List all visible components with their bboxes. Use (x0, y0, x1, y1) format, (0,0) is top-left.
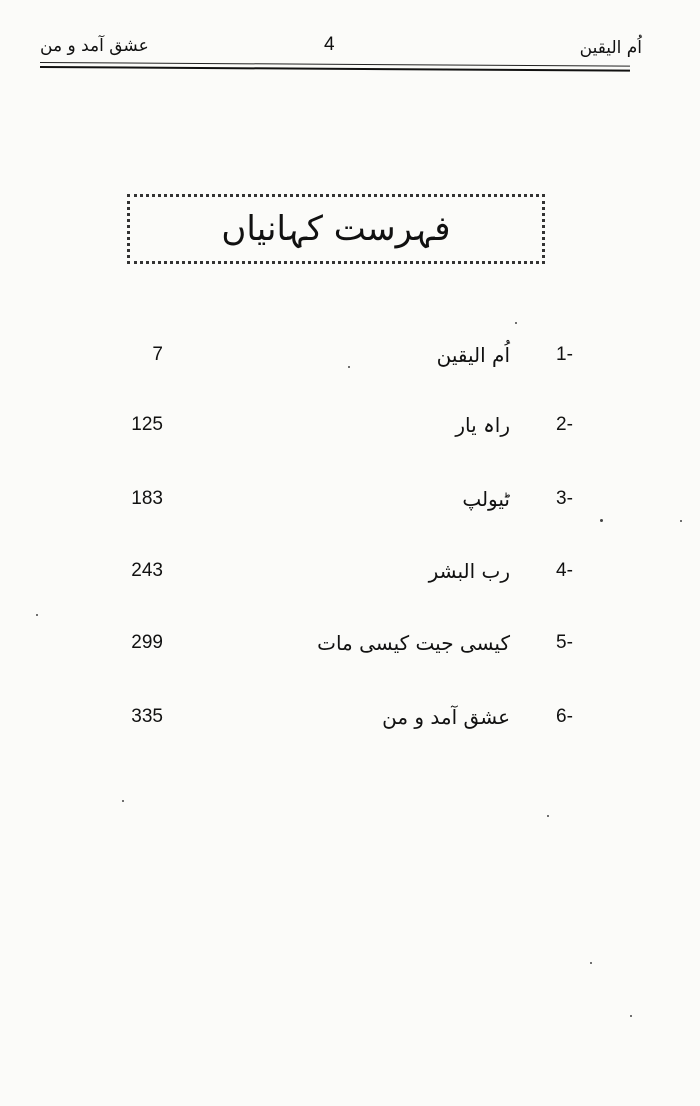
scan-speck (630, 1015, 632, 1017)
contents-title: فہرست کہانیاں (221, 209, 451, 249)
scan-speck (122, 800, 124, 802)
toc-story-title: اُم الیقین (436, 343, 510, 367)
scan-speck (547, 815, 549, 817)
toc-entry-number: 1- (556, 344, 573, 365)
toc-page-number: 125 (131, 414, 163, 435)
toc-row (0, 410, 700, 446)
scan-speck (590, 962, 592, 964)
toc-page-number: 183 (131, 488, 163, 509)
scan-speck (348, 366, 350, 368)
scan-speck (600, 519, 603, 522)
toc-page-number: 7 (152, 344, 163, 365)
toc-row (0, 340, 700, 376)
toc-row (0, 628, 700, 664)
toc-row (0, 702, 700, 738)
toc-page-number: 335 (131, 706, 163, 727)
toc-page-number: 243 (131, 560, 163, 581)
toc-story-title: عشق آمد و من (382, 705, 510, 729)
toc-story-title: رب البشر (428, 559, 510, 583)
toc-story-title: کیسی جیت کیسی مات (317, 631, 510, 655)
toc-entry-number: 2- (556, 414, 573, 435)
toc-row (0, 484, 700, 520)
scan-speck (515, 322, 517, 324)
toc-story-title: راہ یار (455, 413, 510, 437)
toc-entry-number: 3- (556, 488, 573, 509)
scan-speck (680, 520, 682, 522)
contents-title-box (127, 194, 545, 264)
running-header-book-title: عشق آمد و من (40, 36, 149, 56)
running-header-story-title: اُم الیقین (579, 38, 642, 58)
header-rule-thick (40, 66, 630, 72)
toc-entry-number: 6- (556, 706, 573, 727)
toc-story-title: ٹیولپ (462, 487, 510, 511)
page-number: 4 (324, 34, 335, 55)
toc-entry-number: 4- (556, 560, 573, 581)
toc-row (0, 556, 700, 592)
scan-speck (36, 614, 38, 616)
toc-entry-number: 5- (556, 632, 573, 653)
toc-page-number: 299 (131, 632, 163, 653)
